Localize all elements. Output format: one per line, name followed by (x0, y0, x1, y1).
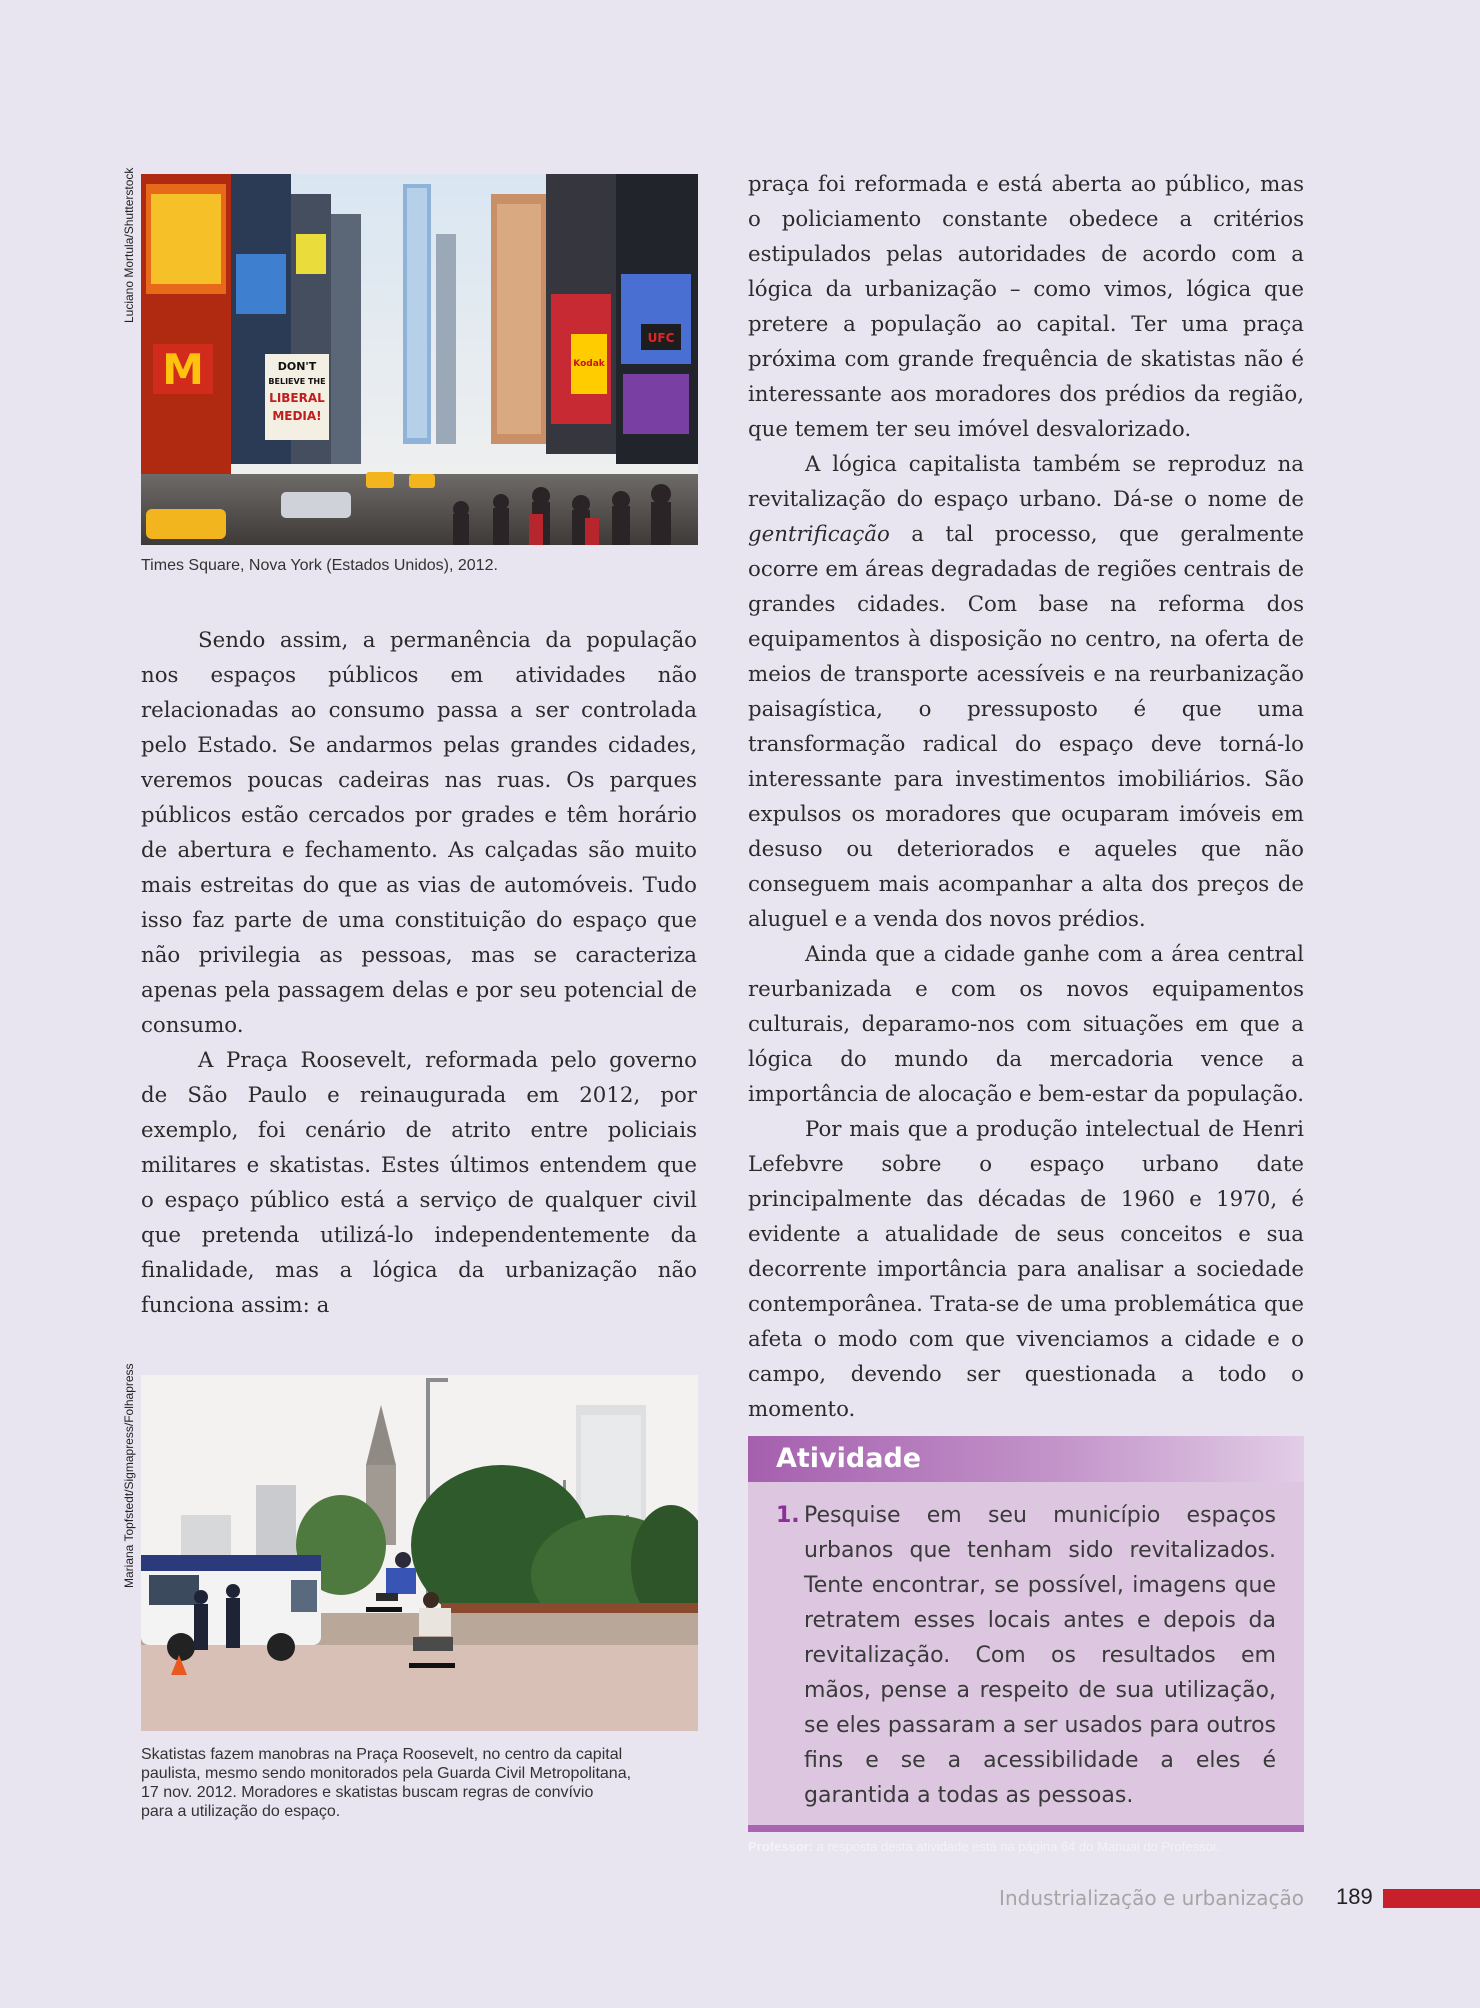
activity-box (748, 1436, 1304, 1832)
caption-line: paulista, mesmo sendo monitorados pela Guarda Civil Metropolitana, (141, 1765, 632, 1782)
caption-line: Skatistas fazem manobras na Praça Roosevelt, no centro da capital (141, 1746, 623, 1763)
paragraph: praça foi reformada e está aberta ao público, mas o policiamento constante obedece a critérios estipulados pelas autoridades de acordo com a lógica da urbanização – como vimos, lógica que pretere a população ao capital. Ter uma praça próxima com grande frequência de skatistas não é interessante aos moradores dos prédios da região, que temem ter seu imóvel desvalorizado. (748, 172, 1304, 442)
praca-roosevelt-photo (141, 1375, 698, 1731)
left-text-column (141, 623, 697, 1323)
right-text-column (748, 167, 1304, 1427)
paragraph-text: a tal processo, que geralmente ocorre em áreas degradadas de regiões centrais de grandes cidades. Com base na reforma dos equipamentos à disposição no centro, na oferta de meios de transporte acessíveis e na reurbanização paisagística, o pressuposto é que uma transformação radical do espaço deve torná-lo interessante para investimentos imobiliários. São expulsos os moradores que ocuparam imóveis em desuso ou deteriorados e aqueles que não conseguem mais acompanhar a alta dos preços de aluguel e a venda dos novos prédios. (748, 522, 1304, 932)
chapter-title: Industrialização e urbanização (999, 1886, 1304, 1910)
paragraph-gentrificacao (748, 447, 1304, 937)
photo-credit-praca-roosevelt: Mariana Topfstedt/Sigmapress/Folhapress (122, 1363, 136, 1588)
praca-roosevelt-illustration (141, 1375, 698, 1731)
teacher-note-label: Professor: (748, 1839, 814, 1854)
activity-number: 1. (776, 1503, 800, 1528)
activity-text: Pesquise em seu município espaços urbanos que tenham sido revitalizados. Tente encontrar, se possível, imagens que retratem esses locais antes e depois da revitalização. Com os resultados em mãos, pense a respeito de sua utilização, se eles passaram a ser usados para outros fins e se a acessibilidade a eles é garantida a todas as pessoas. (804, 1503, 1276, 1808)
paragraph: Por mais que a produção intelectual de Henri Lefebvre sobre o espaço urbano date principalmente das décadas de 1960 e 1970, é evidente a atualidade de seus conceitos e sua decorrente importância para analisar a sociedade contemporânea. Trata-se de uma problemática que afeta o modo com que vivenciamos a cidade e o campo, devendo ser questionada a todo o momento. (748, 1117, 1304, 1422)
paragraph-text: A lógica capitalista também se reproduz na revitalização do espaço urbano. Dá-se o nome de (748, 452, 1304, 512)
sign-text: DON'T (277, 360, 317, 373)
times-square-photo (141, 174, 698, 545)
term-gentrificacao: gentrificação (748, 522, 890, 547)
page-number: 189 (1336, 1884, 1373, 1909)
photo-credit-times-square: Luciano Mortula/Shutterstock (122, 167, 136, 323)
sign-text: Kodak (573, 359, 605, 369)
activity-question (748, 1482, 1304, 1813)
activity-title: Atividade (748, 1436, 1304, 1482)
paragraph: A Praça Roosevelt, reformada pelo governo de São Paulo e reinaugurada em 2012, por exemplo, foi cenário de atrito entre policiais militares e skatistas. Estes últimos entendem que o espaço público está a serviço de qualquer civil que pretenda utilizá-lo independentemente da finalidade, mas a lógica da urbanização não funciona assim: a (141, 1048, 697, 1318)
paragraph: Ainda que a cidade ganhe com a área central reurbanizada e com os novos equipamentos culturais, deparamo-nos com situações em que a lógica do mundo da mercadoria vence a importância de alocação e bem-estar da população. (748, 942, 1304, 1107)
svg-text:M: M (162, 345, 204, 394)
teacher-note-text: a resposta desta atividade está na página 64 do Manual do Professor. (813, 1839, 1220, 1854)
times-square-illustration (141, 174, 698, 545)
sign-text: UFC (647, 331, 675, 345)
caption-text: Times Square, Nova York (Estados Unidos), 2012. (141, 557, 498, 574)
teacher-note (748, 1839, 1220, 1854)
caption-line: para a utilização do espaço. (141, 1803, 341, 1820)
footer-accent-bar (1383, 1889, 1480, 1908)
caption-line: 17 nov. 2012. Moradores e skatistas buscam regras de convívio (141, 1784, 594, 1801)
praca-roosevelt-caption (141, 1745, 631, 1821)
sign-text: LIBERAL (269, 391, 325, 405)
sign-text: MEDIA! (272, 409, 322, 423)
times-square-caption (141, 556, 498, 575)
paragraph: Sendo assim, a permanência da população nos espaços públicos em atividades não relacionadas ao consumo passa a ser controlada pelo Estado. Se andarmos pelas grandes cidades, veremos poucas cadeiras nas ruas. Os parques públicos estão cercados por grades e têm horário de abertura e fechamento. As calçadas são muito mais estreitas do que as vias de automóveis. Tudo isso faz parte de uma constituição do espaço que não privilegia as pessoas, mas se caracteriza apenas pela passagem delas e por seu potencial de consumo. (141, 628, 697, 1038)
sign-text: BELIEVE THE (268, 377, 326, 386)
